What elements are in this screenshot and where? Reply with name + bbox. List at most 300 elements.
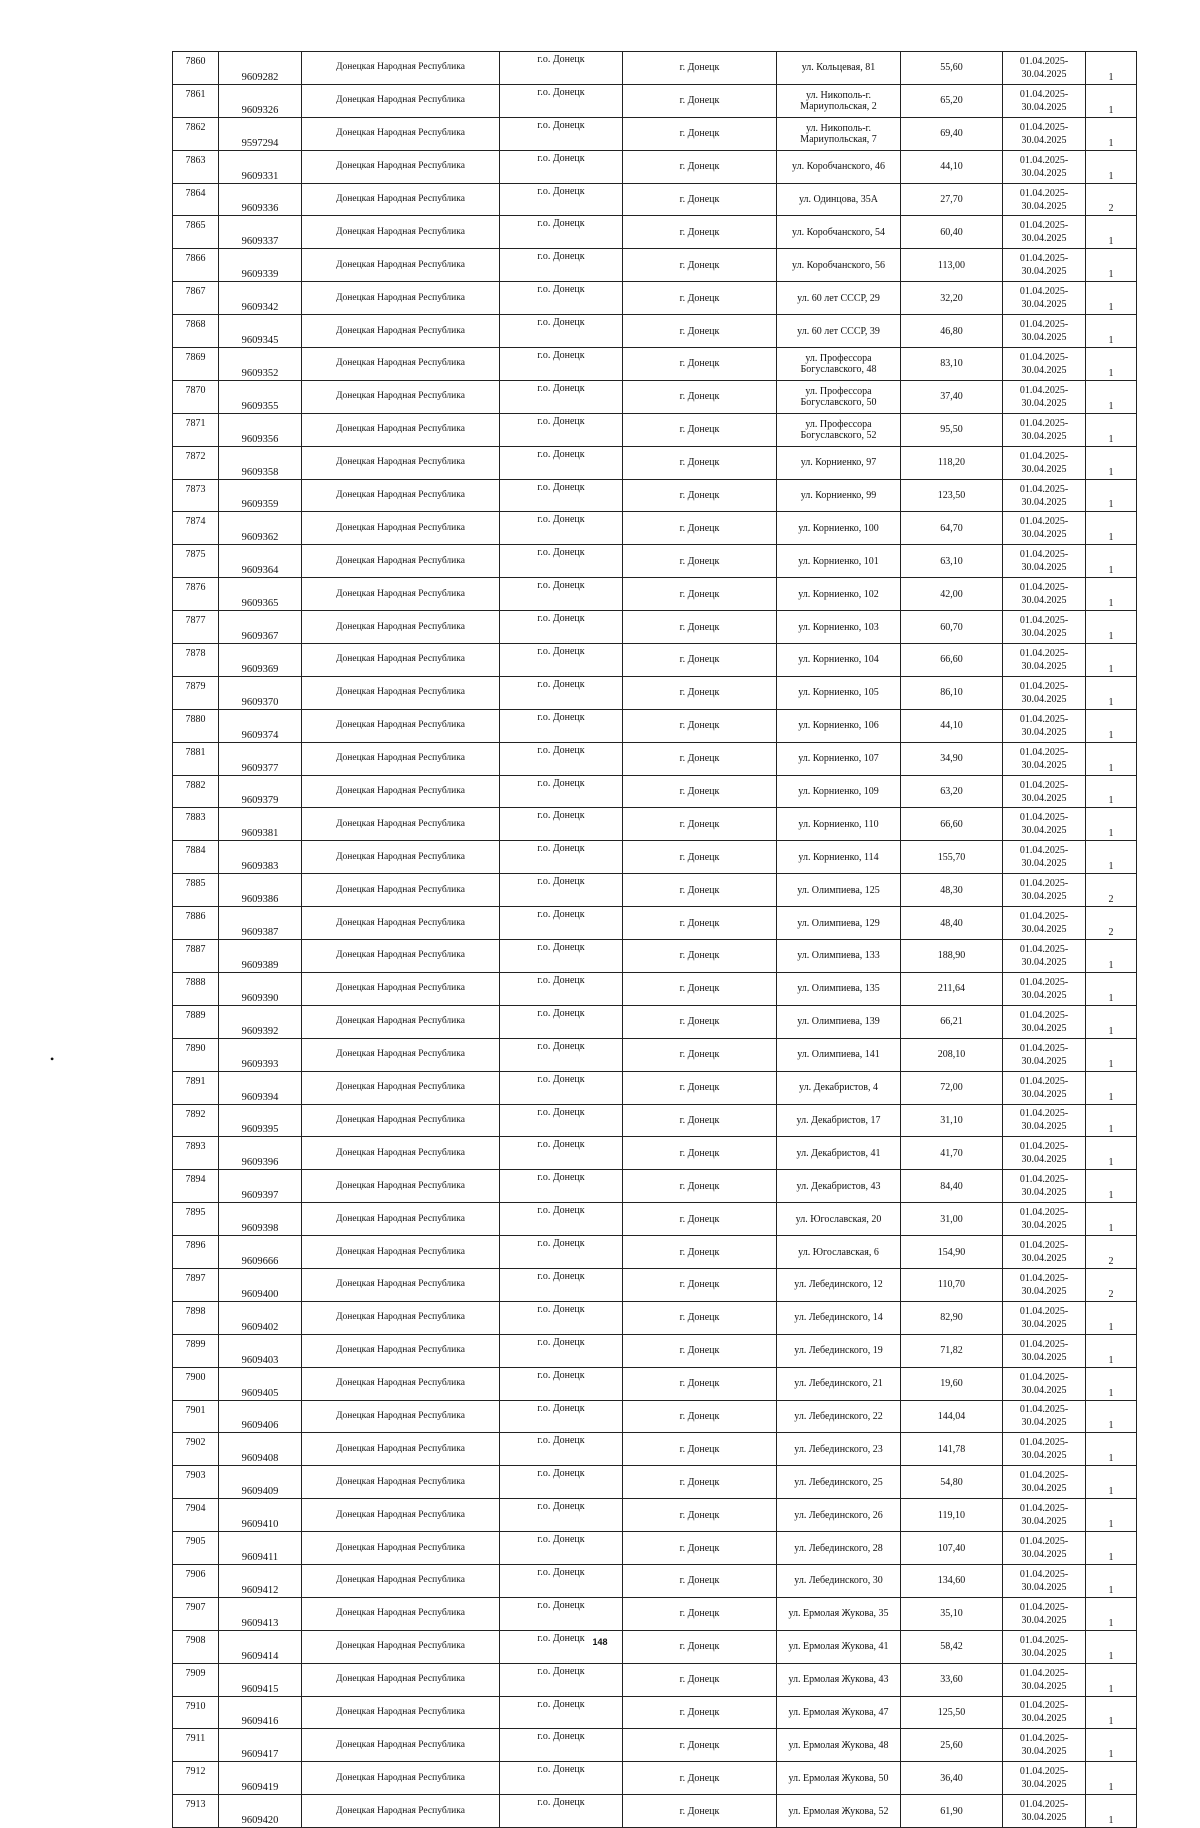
city-cell: г. Донецк [623,348,777,381]
address-cell: ул. Югославская, 6 [777,1236,901,1269]
period-cell: 01.04.2025- 30.04.2025 [1003,413,1086,446]
city-cell: г. Донецк [623,512,777,545]
area-cell: 208,10 [901,1038,1003,1071]
district-cell: г.о. Донецк [500,512,623,545]
count-cell: 1 [1086,512,1137,545]
period-cell: 01.04.2025- 30.04.2025 [1003,348,1086,381]
area-cell: 107,40 [901,1532,1003,1565]
area-cell: 34,90 [901,742,1003,775]
city-cell: г. Донецк [623,479,777,512]
address-cell: ул. Профессора Богуславского, 52 [777,413,901,446]
table-row [173,117,1137,150]
city-cell: г. Донецк [623,1203,777,1236]
period-cell: 01.04.2025- 30.04.2025 [1003,512,1086,545]
object-code-cell: 9609387 [219,907,302,940]
region-cell: Донецкая Народная Республика [302,1367,500,1400]
row-number-cell: 7868 [173,315,219,348]
row-number-cell: 7912 [173,1762,219,1795]
row-number-cell: 7882 [173,775,219,808]
area-cell: 48,40 [901,907,1003,940]
count-cell: 1 [1086,1499,1137,1532]
region-cell: Донецкая Народная Республика [302,578,500,611]
district-cell: г.о. Донецк [500,1795,623,1828]
row-number-cell: 7883 [173,808,219,841]
object-code-cell: 9609370 [219,676,302,709]
region-cell: Донецкая Народная Республика [302,1334,500,1367]
period-cell: 01.04.2025- 30.04.2025 [1003,1236,1086,1269]
region-cell: Донецкая Народная Республика [302,874,500,907]
region-cell: Донецкая Народная Республика [302,1499,500,1532]
district-cell: г.о. Донецк [500,1400,623,1433]
district-cell: г.о. Донецк [500,1532,623,1565]
address-cell: ул. 60 лет СССР, 29 [777,282,901,315]
district-cell: г.о. Донецк [500,1170,623,1203]
city-cell: г. Донецк [623,1170,777,1203]
table-row [173,972,1137,1005]
district-cell: г.о. Донецк [500,1071,623,1104]
city-cell: г. Донецк [623,413,777,446]
district-cell: г.о. Донецк [500,1367,623,1400]
region-cell: Донецкая Народная Республика [302,52,500,85]
object-code-cell: 9609416 [219,1696,302,1729]
period-cell: 01.04.2025- 30.04.2025 [1003,1268,1086,1301]
table-row [173,808,1137,841]
table-row [173,84,1137,117]
object-code-cell: 9609398 [219,1203,302,1236]
address-cell: ул. Одинцова, 35А [777,183,901,216]
object-code-cell: 9609282 [219,52,302,85]
table-row [173,1334,1137,1367]
area-cell: 113,00 [901,249,1003,282]
count-cell: 1 [1086,150,1137,183]
count-cell: 1 [1086,1301,1137,1334]
table-row [173,841,1137,874]
row-number-cell: 7884 [173,841,219,874]
period-cell: 01.04.2025- 30.04.2025 [1003,117,1086,150]
row-number-cell: 7891 [173,1071,219,1104]
region-cell: Донецкая Народная Республика [302,907,500,940]
count-cell: 1 [1086,644,1137,677]
object-code-cell: 9609397 [219,1170,302,1203]
object-code-cell: 9609342 [219,282,302,315]
period-cell: 01.04.2025- 30.04.2025 [1003,1466,1086,1499]
area-cell: 37,40 [901,380,1003,413]
district-cell: г.о. Донецк [500,315,623,348]
address-cell: ул. Корниенко, 103 [777,611,901,644]
city-cell: г. Донецк [623,1038,777,1071]
city-cell: г. Донецк [623,808,777,841]
district-cell: г.о. Донецк [500,676,623,709]
city-cell: г. Донецк [623,1729,777,1762]
count-cell: 1 [1086,1367,1137,1400]
city-cell: г. Донецк [623,940,777,973]
row-number-cell: 7870 [173,380,219,413]
city-cell: г. Донецк [623,1104,777,1137]
object-code-cell: 9609400 [219,1268,302,1301]
table-row [173,446,1137,479]
row-number-cell: 7899 [173,1334,219,1367]
count-cell: 2 [1086,1236,1137,1269]
object-code-cell: 9609420 [219,1795,302,1828]
address-cell: ул. Корниенко, 101 [777,545,901,578]
count-cell: 1 [1086,315,1137,348]
period-cell: 01.04.2025- 30.04.2025 [1003,709,1086,742]
object-code-cell: 9609377 [219,742,302,775]
count-cell: 2 [1086,183,1137,216]
period-cell: 01.04.2025- 30.04.2025 [1003,841,1086,874]
object-code-cell: 9609396 [219,1137,302,1170]
city-cell: г. Донецк [623,52,777,85]
row-number-cell: 7880 [173,709,219,742]
address-cell: ул. Лебединского, 28 [777,1532,901,1565]
object-code-cell: 9609403 [219,1334,302,1367]
city-cell: г. Донецк [623,907,777,940]
city-cell: г. Донецк [623,1433,777,1466]
period-cell: 01.04.2025- 30.04.2025 [1003,676,1086,709]
address-cell: ул. Ермолая Жукова, 43 [777,1663,901,1696]
count-cell: 1 [1086,1795,1137,1828]
table-row [173,348,1137,381]
address-cell: ул. Корниенко, 97 [777,446,901,479]
table-row [173,315,1137,348]
region-cell: Донецкая Народная Республика [302,1597,500,1630]
city-cell: г. Донецк [623,150,777,183]
district-cell: г.о. Донецк [500,709,623,742]
table-row [173,907,1137,940]
region-cell: Донецкая Народная Республика [302,1301,500,1334]
region-cell: Донецкая Народная Республика [302,742,500,775]
district-cell: г.о. Донецк [500,578,623,611]
city-cell: г. Донецк [623,545,777,578]
region-cell: Донецкая Народная Республика [302,644,500,677]
region-cell: Донецкая Народная Республика [302,676,500,709]
area-cell: 110,70 [901,1268,1003,1301]
object-code-cell: 9609415 [219,1663,302,1696]
period-cell: 01.04.2025- 30.04.2025 [1003,611,1086,644]
count-cell: 1 [1086,1696,1137,1729]
table-row [173,1400,1137,1433]
table-row [173,1499,1137,1532]
city-cell: г. Донецк [623,183,777,216]
address-cell: ул. Корниенко, 99 [777,479,901,512]
region-cell: Донецкая Народная Республика [302,775,500,808]
region-cell: Донецкая Народная Республика [302,1663,500,1696]
area-cell: 54,80 [901,1466,1003,1499]
count-cell: 1 [1086,1564,1137,1597]
table-row [173,1170,1137,1203]
object-code-cell: 9609364 [219,545,302,578]
row-number-cell: 7896 [173,1236,219,1269]
region-cell: Донецкая Народная Республика [302,446,500,479]
district-cell: г.о. Донецк [500,380,623,413]
address-cell: ул. Ермолая Жукова, 35 [777,1597,901,1630]
object-code-cell: 9609409 [219,1466,302,1499]
area-cell: 123,50 [901,479,1003,512]
count-cell: 1 [1086,545,1137,578]
row-number-cell: 7888 [173,972,219,1005]
region-cell: Донецкая Народная Республика [302,1005,500,1038]
city-cell: г. Донецк [623,1334,777,1367]
region-cell: Донецкая Народная Республика [302,183,500,216]
table-row [173,940,1137,973]
region-cell: Донецкая Народная Республика [302,940,500,973]
period-cell: 01.04.2025- 30.04.2025 [1003,1203,1086,1236]
table-row [173,874,1137,907]
table-row [173,1795,1137,1828]
address-cell: ул. Олимпиева, 135 [777,972,901,1005]
count-cell: 1 [1086,1334,1137,1367]
count-cell: 1 [1086,709,1137,742]
area-cell: 33,60 [901,1663,1003,1696]
address-cell: ул. Никополь-г. Мариупольская, 7 [777,117,901,150]
object-code-cell: 9609337 [219,216,302,249]
city-cell: г. Донецк [623,1762,777,1795]
count-cell: 1 [1086,348,1137,381]
period-cell: 01.04.2025- 30.04.2025 [1003,1630,1086,1663]
table-row [173,1268,1137,1301]
district-cell: г.о. Донецк [500,1564,623,1597]
object-code-cell: 9609379 [219,775,302,808]
area-cell: 35,10 [901,1597,1003,1630]
period-cell: 01.04.2025- 30.04.2025 [1003,249,1086,282]
row-number-cell: 7863 [173,150,219,183]
region-cell: Донецкая Народная Республика [302,1038,500,1071]
city-cell: г. Донецк [623,1466,777,1499]
period-cell: 01.04.2025- 30.04.2025 [1003,1038,1086,1071]
object-code-cell: 9609419 [219,1762,302,1795]
area-cell: 86,10 [901,676,1003,709]
address-cell: ул. Лебединского, 23 [777,1433,901,1466]
district-cell: г.о. Донецк [500,150,623,183]
count-cell: 1 [1086,117,1137,150]
city-cell: г. Донецк [623,742,777,775]
table-row [173,183,1137,216]
district-cell: г.о. Донецк [500,1005,623,1038]
address-cell: ул. Лебединского, 21 [777,1367,901,1400]
count-cell: 1 [1086,1038,1137,1071]
area-cell: 188,90 [901,940,1003,973]
period-cell: 01.04.2025- 30.04.2025 [1003,1532,1086,1565]
area-cell: 48,30 [901,874,1003,907]
area-cell: 36,40 [901,1762,1003,1795]
table-row [173,545,1137,578]
period-cell: 01.04.2025- 30.04.2025 [1003,1663,1086,1696]
period-cell: 01.04.2025- 30.04.2025 [1003,1137,1086,1170]
district-cell: г.о. Донецк [500,611,623,644]
count-cell: 1 [1086,446,1137,479]
city-cell: г. Донецк [623,117,777,150]
region-cell: Донецкая Народная Республика [302,249,500,282]
count-cell: 1 [1086,1630,1137,1663]
region-cell: Донецкая Народная Республика [302,216,500,249]
region-cell: Донецкая Народная Республика [302,282,500,315]
address-cell: ул. Лебединского, 19 [777,1334,901,1367]
table-row [173,709,1137,742]
row-number-cell: 7872 [173,446,219,479]
region-cell: Донецкая Народная Республика [302,1236,500,1269]
count-cell: 1 [1086,1729,1137,1762]
row-number-cell: 7895 [173,1203,219,1236]
period-cell: 01.04.2025- 30.04.2025 [1003,52,1086,85]
city-cell: г. Донецк [623,1696,777,1729]
area-cell: 134,60 [901,1564,1003,1597]
count-cell: 2 [1086,907,1137,940]
table-row [173,742,1137,775]
row-number-cell: 7898 [173,1301,219,1334]
row-number-cell: 7871 [173,413,219,446]
count-cell: 1 [1086,1597,1137,1630]
city-cell: г. Донецк [623,1005,777,1038]
city-cell: г. Донецк [623,1236,777,1269]
city-cell: г. Донецк [623,446,777,479]
object-code-cell: 9609352 [219,348,302,381]
region-cell: Донецкая Народная Республика [302,1104,500,1137]
district-cell: г.о. Донецк [500,52,623,85]
area-cell: 71,82 [901,1334,1003,1367]
city-cell: г. Донецк [623,1564,777,1597]
period-cell: 01.04.2025- 30.04.2025 [1003,1301,1086,1334]
period-cell: 01.04.2025- 30.04.2025 [1003,742,1086,775]
address-cell: ул. Лебединского, 30 [777,1564,901,1597]
area-cell: 118,20 [901,446,1003,479]
table-row [173,1762,1137,1795]
city-cell: г. Донецк [623,1071,777,1104]
area-cell: 42,00 [901,578,1003,611]
row-number-cell: 7881 [173,742,219,775]
region-cell: Донецкая Народная Республика [302,1203,500,1236]
area-cell: 19,60 [901,1367,1003,1400]
row-number-cell: 7894 [173,1170,219,1203]
table-row [173,1696,1137,1729]
object-code-cell: 9609386 [219,874,302,907]
district-cell: г.о. Донецк [500,479,623,512]
period-cell: 01.04.2025- 30.04.2025 [1003,644,1086,677]
city-cell: г. Донецк [623,874,777,907]
region-cell: Донецкая Народная Республика [302,1433,500,1466]
count-cell: 1 [1086,1071,1137,1104]
district-cell: г.о. Донецк [500,1696,623,1729]
district-cell: г.о. Донецк [500,644,623,677]
district-cell: г.о. Донецк [500,1137,623,1170]
district-cell: г.о. Донецк [500,1663,623,1696]
area-cell: 63,10 [901,545,1003,578]
table-row [173,1005,1137,1038]
address-cell: ул. Декабристов, 43 [777,1170,901,1203]
district-cell: г.о. Донецк [500,84,623,117]
address-cell: ул. Корниенко, 110 [777,808,901,841]
table-row [173,1203,1137,1236]
period-cell: 01.04.2025- 30.04.2025 [1003,940,1086,973]
row-number-cell: 7901 [173,1400,219,1433]
table-row [173,1071,1137,1104]
address-cell: ул. Ермолая Жукова, 48 [777,1729,901,1762]
count-cell: 1 [1086,249,1137,282]
table-row [173,1367,1137,1400]
count-cell: 1 [1086,611,1137,644]
row-number-cell: 7892 [173,1104,219,1137]
address-cell: ул. Лебединского, 26 [777,1499,901,1532]
row-number-cell: 7864 [173,183,219,216]
city-cell: г. Донецк [623,380,777,413]
region-cell: Донецкая Народная Республика [302,972,500,1005]
city-cell: г. Донецк [623,1268,777,1301]
district-cell: г.о. Донецк [500,808,623,841]
address-cell: ул. Корниенко, 105 [777,676,901,709]
district-cell: г.о. Донецк [500,216,623,249]
row-number-cell: 7887 [173,940,219,973]
district-cell: г.о. Донецк [500,907,623,940]
table-row [173,676,1137,709]
period-cell: 01.04.2025- 30.04.2025 [1003,84,1086,117]
region-cell: Донецкая Народная Республика [302,1696,500,1729]
area-cell: 41,70 [901,1137,1003,1170]
object-code-cell: 9609411 [219,1532,302,1565]
address-cell: ул. Профессора Богуславского, 48 [777,348,901,381]
area-cell: 60,70 [901,611,1003,644]
region-cell: Донецкая Народная Республика [302,1170,500,1203]
object-code-cell: 9609358 [219,446,302,479]
area-cell: 72,00 [901,1071,1003,1104]
city-cell: г. Донецк [623,249,777,282]
table-row [173,150,1137,183]
row-number-cell: 7866 [173,249,219,282]
city-cell: г. Донецк [623,1400,777,1433]
object-code-cell: 9609367 [219,611,302,644]
period-cell: 01.04.2025- 30.04.2025 [1003,1597,1086,1630]
city-cell: г. Донецк [623,972,777,1005]
region-cell: Донецкая Народная Республика [302,808,500,841]
region-cell: Донецкая Народная Республика [302,315,500,348]
table-row [173,1466,1137,1499]
region-cell: Донецкая Народная Республика [302,348,500,381]
period-cell: 01.04.2025- 30.04.2025 [1003,1696,1086,1729]
area-cell: 61,90 [901,1795,1003,1828]
region-cell: Донецкая Народная Республика [302,1630,500,1663]
address-cell: ул. Декабристов, 4 [777,1071,901,1104]
address-cell: ул. Лебединского, 14 [777,1301,901,1334]
city-cell: г. Донецк [623,216,777,249]
period-cell: 01.04.2025- 30.04.2025 [1003,907,1086,940]
period-cell: 01.04.2025- 30.04.2025 [1003,216,1086,249]
object-code-cell: 9609413 [219,1597,302,1630]
object-code-cell: 9609406 [219,1400,302,1433]
address-cell: ул. Ермолая Жукова, 41 [777,1630,901,1663]
area-cell: 44,10 [901,709,1003,742]
object-code-cell: 9609359 [219,479,302,512]
region-cell: Донецкая Народная Республика [302,1532,500,1565]
area-cell: 83,10 [901,348,1003,381]
address-cell: ул. Корниенко, 109 [777,775,901,808]
row-number-cell: 7875 [173,545,219,578]
period-cell: 01.04.2025- 30.04.2025 [1003,315,1086,348]
city-cell: г. Донецк [623,1499,777,1532]
object-code-cell: 9609331 [219,150,302,183]
table-row [173,1532,1137,1565]
address-cell: ул. Олимпиева, 125 [777,874,901,907]
table-row [173,413,1137,446]
region-cell: Донецкая Народная Республика [302,1795,500,1828]
district-cell: г.о. Донецк [500,1762,623,1795]
row-number-cell: 7897 [173,1268,219,1301]
region-cell: Донецкая Народная Республика [302,841,500,874]
object-code-cell: 9609405 [219,1367,302,1400]
count-cell: 1 [1086,1137,1137,1170]
district-cell: г.о. Донецк [500,1104,623,1137]
district-cell: г.о. Донецк [500,183,623,216]
region-cell: Донецкая Народная Республика [302,84,500,117]
address-cell: ул. Коробчанского, 54 [777,216,901,249]
object-code-cell: 9609345 [219,315,302,348]
